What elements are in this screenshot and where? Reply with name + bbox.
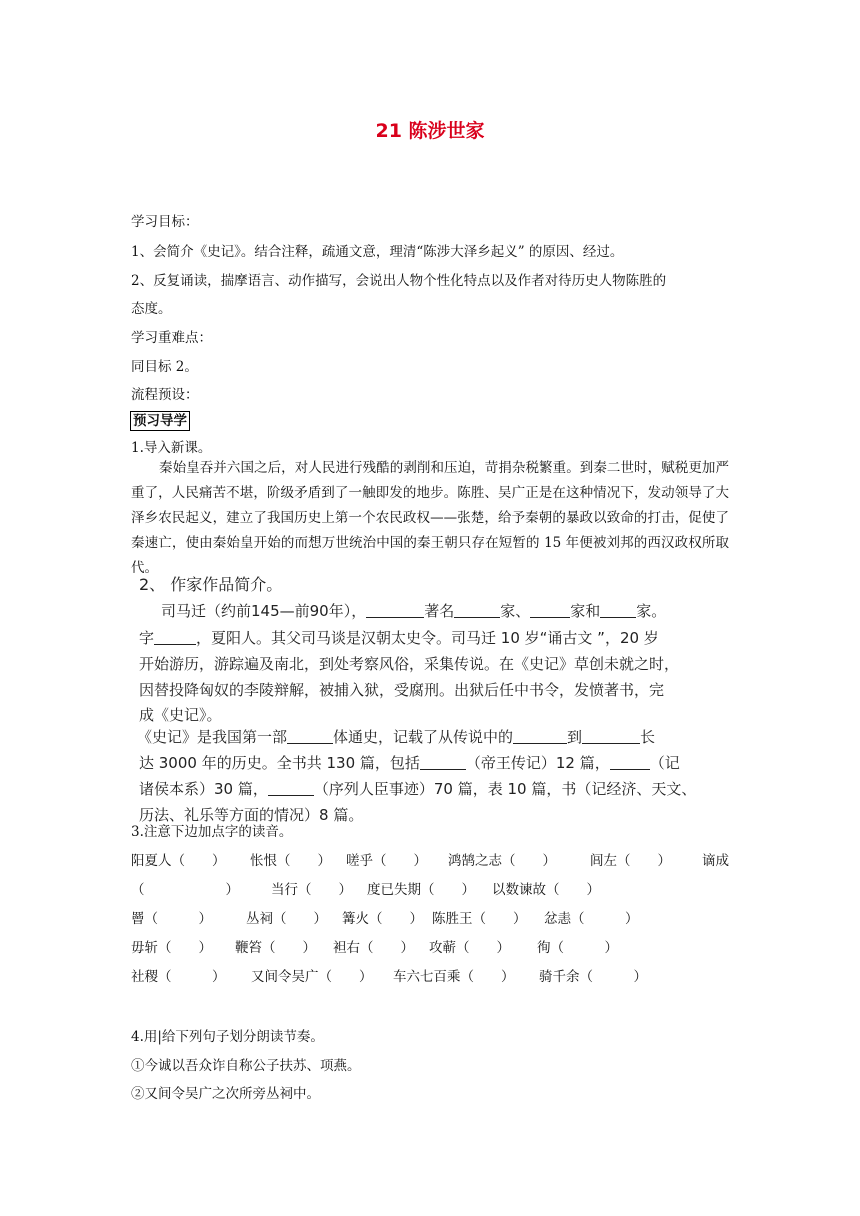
- pronunciation-item: 罾（ ）: [131, 911, 212, 927]
- scan-text: （帝王传记）12 篇，: [465, 754, 610, 772]
- pronunciation-item: 骑千余（ ）: [539, 969, 647, 985]
- fill-blank[interactable]: [530, 603, 570, 618]
- pronunciation-item: 忿恚（ ）: [544, 911, 639, 927]
- pronunciation-row-2: [131, 878, 622, 898]
- scan-text: 诸侯本系）30 篇，: [139, 780, 268, 798]
- section-box-preview: 预习导学: [130, 411, 190, 431]
- scan-row-7: [139, 752, 680, 773]
- fill-blank[interactable]: [610, 755, 650, 770]
- rhythm-sentence-1: ①今诚以吾众诈自称公子扶苏、项燕。: [131, 1058, 361, 1074]
- scan-text: ，夏阳人。其父司马谈是汉朝太史令。司马迁 10 岁“诵古文 ”，20 岁: [196, 629, 659, 647]
- pronunciation-item: 攻蕲（ ）: [429, 940, 510, 956]
- scan-row-4: 因替投降匈奴的李陵辩解，被捕入狱，受腐刑。出狱后任中书令，发愤著书，完: [139, 681, 665, 699]
- objective-2-line-2: 态度。: [131, 301, 172, 317]
- scan-row-5: 成《史记》。: [139, 706, 222, 724]
- scan-text: 家、: [500, 602, 531, 620]
- key-points-text: 同目标 2。: [131, 359, 198, 375]
- scan-text: 《史记》是我国第一部: [137, 728, 288, 746]
- objectives-label: 学习目标：: [131, 214, 199, 230]
- pronunciation-item: 以数谏故（ ）: [492, 882, 600, 898]
- scan-row-1: [161, 600, 666, 621]
- scan-text: 著名: [424, 602, 455, 620]
- scan-text: 长: [640, 728, 656, 746]
- scan-text: （序列人臣事迹）70 篇，表 10 篇，书（记经济、天文、: [313, 780, 697, 798]
- fill-blank[interactable]: [454, 603, 500, 618]
- pronunciation-row-3: [131, 907, 674, 927]
- fill-blank[interactable]: [582, 729, 640, 744]
- scan-text: 司马迁（约前145—前90年），: [161, 602, 367, 620]
- pronunciation-item: 丛祠（ ）: [246, 911, 327, 927]
- scan-text: 到: [567, 728, 583, 746]
- process-label: 流程预设：: [131, 387, 199, 403]
- pronunciation-row-4: [131, 936, 647, 956]
- pronunciation-item: 度已失期（ ）: [367, 882, 475, 898]
- pronunciation-heading: 3.注意下边加点字的读音。: [131, 824, 293, 840]
- pronunciation-item: 篝火（ ）: [342, 911, 423, 927]
- pronunciation-item: 闾左（ ）: [590, 853, 671, 869]
- scan-row-2: [139, 627, 659, 648]
- pronunciation-item: 阳夏人（ ）: [131, 853, 226, 869]
- pronunciation-item: 当行（ ）: [271, 882, 352, 898]
- pronunciation-item: 鞭笞（ ）: [235, 940, 316, 956]
- pronunciation-item: 车六七百乘（ ）: [393, 969, 515, 985]
- scan-text: 达 3000 年的历史。全书共 130 篇，包括: [139, 754, 420, 772]
- fill-blank[interactable]: [600, 603, 636, 618]
- intro-heading: 1.导入新课。: [131, 440, 212, 456]
- scan-text: 家和: [570, 602, 601, 620]
- fill-blank[interactable]: [287, 729, 333, 744]
- pronunciation-item: 嗟乎（ ）: [346, 853, 427, 869]
- scan-text: （记: [649, 754, 680, 772]
- fill-blank[interactable]: [513, 729, 567, 744]
- scan-text: 体通史，记载了从传说中的: [333, 728, 514, 746]
- pronunciation-item: 陈胜王（ ）: [432, 911, 527, 927]
- pronunciation-item: 社稷（ ）: [131, 969, 226, 985]
- pronunciation-item: 徇（ ）: [537, 940, 618, 956]
- scan-text: 家。: [636, 602, 667, 620]
- pronunciation-item: 又间令吴广（ ）: [251, 969, 373, 985]
- pronunciation-item: 鸿鹄之志（ ）: [448, 853, 556, 869]
- fill-blank[interactable]: [420, 755, 466, 770]
- scan-row-6: [137, 726, 655, 747]
- pronunciation-item: 怅恨（ ）: [250, 853, 331, 869]
- scan-row-8: [139, 778, 696, 799]
- fill-blank[interactable]: [268, 781, 314, 796]
- pronunciation-row-1: [131, 849, 742, 869]
- pronunciation-row-5: [131, 965, 659, 985]
- objective-2-line-1: 2、反复诵读，揣摩语言、动作描写，会说出人物个性化特点以及作者对待历史人物陈胜的: [131, 273, 667, 289]
- objective-1: 1、会简介《史记》。结合注释，疏通文意，理清“陈涉大泽乡起义” 的原因、经过。: [131, 244, 624, 260]
- pronunciation-item: （ ）: [131, 882, 239, 898]
- intro-paragraph: 秦始皇吞并六国之后，对人民进行残酷的剥削和压迫，苛捐杂税繁重。到秦二世时，赋税更加严重了，人民痛苦不堪，阶级矛盾到了一触即发的地步。陈胜、吴广正是在这种情况下，发动领导了大泽乡农民起义，建立了我国历史上第一个农民政权——张楚，给予秦朝的暴政以致命的打击，促使了秦速亡，使由秦始皇开始的而想万世统治中国的秦王朝只存在短暂的 15 年便被刘邦的西汉政权所取代。: [131, 460, 729, 576]
- rhythm-sentence-2: ②又间令吴广之次所旁丛祠中。: [131, 1086, 320, 1102]
- fill-blank[interactable]: [366, 603, 424, 618]
- rhythm-heading: 4.用|给下列句子划分朗读节奏。: [131, 1029, 324, 1045]
- scan-heading: 2、 作家作品简介。: [139, 575, 283, 594]
- page-title: 21 陈涉世家: [375, 120, 485, 142]
- pronunciation-item: 袒右（ ）: [333, 940, 414, 956]
- pronunciation-item: 谪成: [702, 853, 729, 869]
- fill-blank[interactable]: [154, 630, 196, 645]
- scan-text: 字: [139, 629, 155, 647]
- scan-row-9: 历法、礼乐等方面的情况）8 篇。: [139, 806, 364, 824]
- key-points-label: 学习重难点：: [131, 330, 212, 346]
- scan-row-3: 开始游历，游踪遍及南北，到处考察风俗，采集传说。在《史记》草创未就之时，: [139, 655, 680, 673]
- pronunciation-item: 毋斩（ ）: [131, 940, 212, 956]
